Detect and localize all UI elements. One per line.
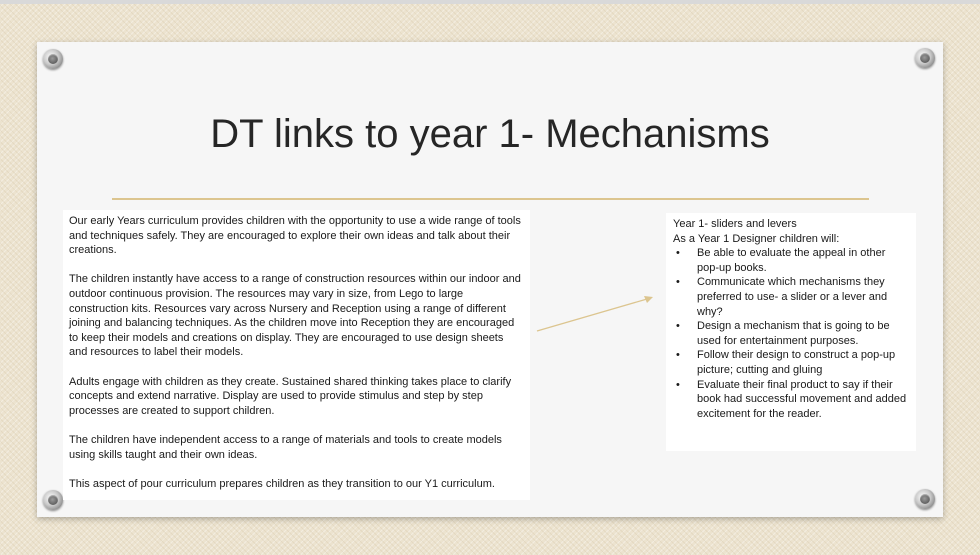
slide-title: DT links to year 1- Mechanisms <box>210 112 770 156</box>
paragraph: The children have independent access to a range of materials and tools to create models using skills taught and their own ideas. <box>69 433 502 461</box>
year1-text-box <box>666 213 916 451</box>
paragraph: Adults engage with children as they create. Sustained shared thinking takes place to clarify concepts and extend narrative. Display are used to provide stimulus and step by step processes are created to support children. <box>69 375 512 417</box>
list-item: • Design a mechanism that is going to be used for entertainment purposes. <box>673 319 909 348</box>
year1-heading: Year 1- sliders and levers <box>673 218 797 230</box>
list-item: • Communicate which mechanisms they preferred to use- a slider or a lever and why? <box>673 275 909 319</box>
screw-icon-top-left <box>43 49 63 69</box>
eyfs-text-box <box>63 210 530 500</box>
list-item: • Be able to evaluate the appeal in other pop-up books. <box>673 246 909 275</box>
top-bar <box>0 0 980 4</box>
screw-icon-top-right <box>915 48 935 68</box>
paragraph: The children instantly have access to a range of construction resources within our indoor and outdoor continuous provision. The resources may vary in size, from Lego to large construction kits. Resources vary across Nursery and Reception using a range of different joining and balancing techniques. As the children move into Reception they are encouraged to keep their models and creations on display. They are encouraged to use design sheets and resources to label their models. <box>69 273 521 359</box>
title-divider <box>112 198 869 200</box>
year1-intro: As a Year 1 Designer children will: <box>673 232 840 245</box>
paragraph: This aspect of pour curriculum prepares children as they transition to our Y1 curriculum. <box>69 477 495 490</box>
screw-icon-bottom-left <box>43 490 63 510</box>
list-item: • Evaluate their final product to say if their book had successful movement and added excitement for the reader. <box>673 378 909 422</box>
paragraph: Our early Years curriculum provides children with the opportunity to use a wide range of tools and techniques safely. They are encouraged to explore their own ideas and talk about their creations. <box>69 215 521 257</box>
list-item: • Follow their design to construct a pop-up picture; cutting and gluing <box>673 348 909 377</box>
objectives-list <box>673 246 909 421</box>
screw-icon-bottom-right <box>915 489 935 509</box>
arrow-icon <box>535 293 660 338</box>
